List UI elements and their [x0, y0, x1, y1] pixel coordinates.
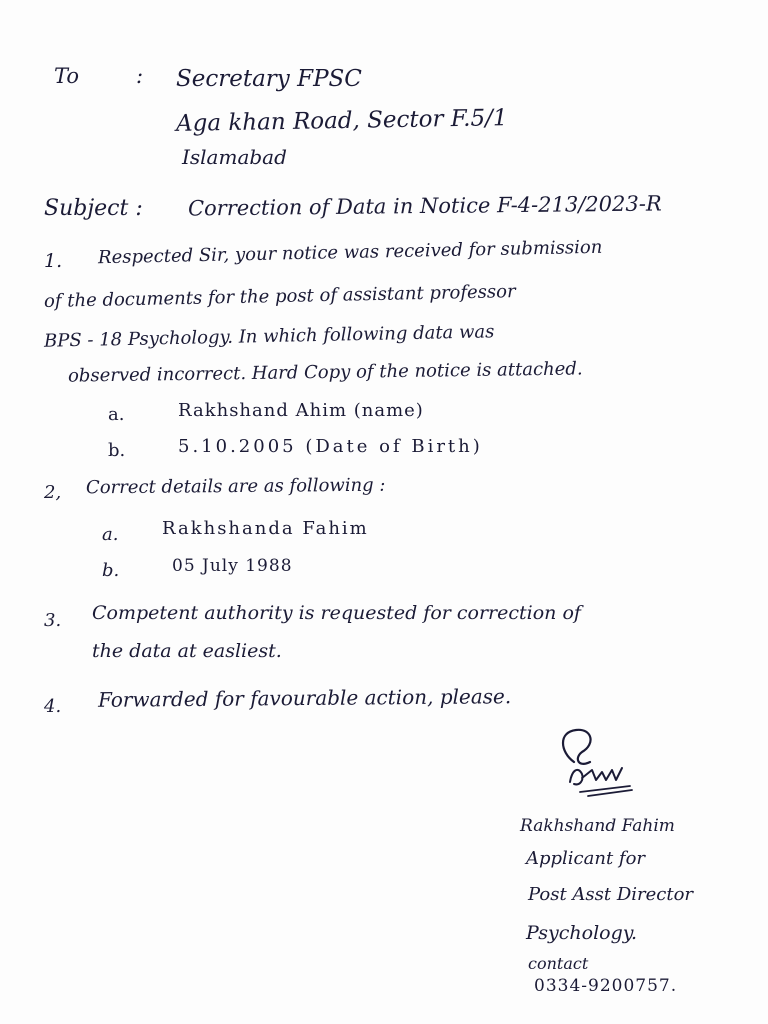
contact-label: contact	[528, 954, 589, 973]
to-label: To	[54, 64, 80, 88]
paragraph-2-text: Correct details are as following :	[85, 474, 386, 499]
paragraph-1-item-letter: b.	[108, 440, 126, 461]
recipient-line-1: Secretary FPSC	[176, 66, 362, 92]
paragraph-1-line: of the documents for the post of assistant professor	[43, 281, 516, 312]
recipient-line-3: Islamabad	[182, 145, 287, 169]
paragraph-2-item-text: 05 July 1988	[172, 556, 293, 576]
paragraph-1-line: Respected Sir, your notice was received for submission	[97, 236, 603, 269]
paragraph-3-line: Competent authority is requested for correction of	[92, 602, 581, 624]
paragraph-1-line: BPS - 18 Psychology. In which following data was	[43, 321, 495, 352]
paragraph-2-item-letter: a.	[102, 524, 119, 545]
paragraph-1-item-text: Rakhshand Ahim (name)	[178, 400, 424, 421]
recipient-line-2: Aga khan Road, Sector F.5/1	[175, 105, 508, 137]
paragraph-2-item-text: Rakhshanda Fahim	[162, 518, 369, 539]
handwritten-signature	[552, 722, 642, 802]
to-colon: :	[136, 64, 144, 88]
subject-label: Subject :	[44, 196, 143, 221]
paragraph-1-line: observed incorrect. Hard Copy of the notice is attached.	[67, 358, 583, 387]
signatory-role-line: Psychology.	[526, 922, 638, 944]
paragraph-3-number: 3.	[44, 610, 62, 631]
paragraph-2-item-letter: b.	[102, 560, 120, 581]
contact-phone: 0334-9200757.	[534, 976, 678, 996]
signatory-role-line: Applicant for	[526, 848, 646, 869]
paragraph-4-number: 4.	[44, 696, 62, 717]
signatory-name: Rakhshand Fahim	[520, 816, 675, 836]
signatory-role-line: Post Asst Director	[528, 884, 694, 905]
paragraph-1-item-letter: a.	[108, 404, 125, 425]
paragraph-1-number: 1.	[44, 250, 63, 272]
subject-text: Correction of Data in Notice F-4-213/2023-R	[187, 191, 662, 221]
paragraph-4-text: Forwarded for favourable action, please.	[97, 684, 512, 712]
paragraph-3-line: the data at easliest.	[92, 640, 282, 662]
paragraph-1-item-text: 5.10.2005 (Date of Birth)	[178, 436, 483, 457]
paragraph-2-number: 2,	[44, 482, 62, 503]
